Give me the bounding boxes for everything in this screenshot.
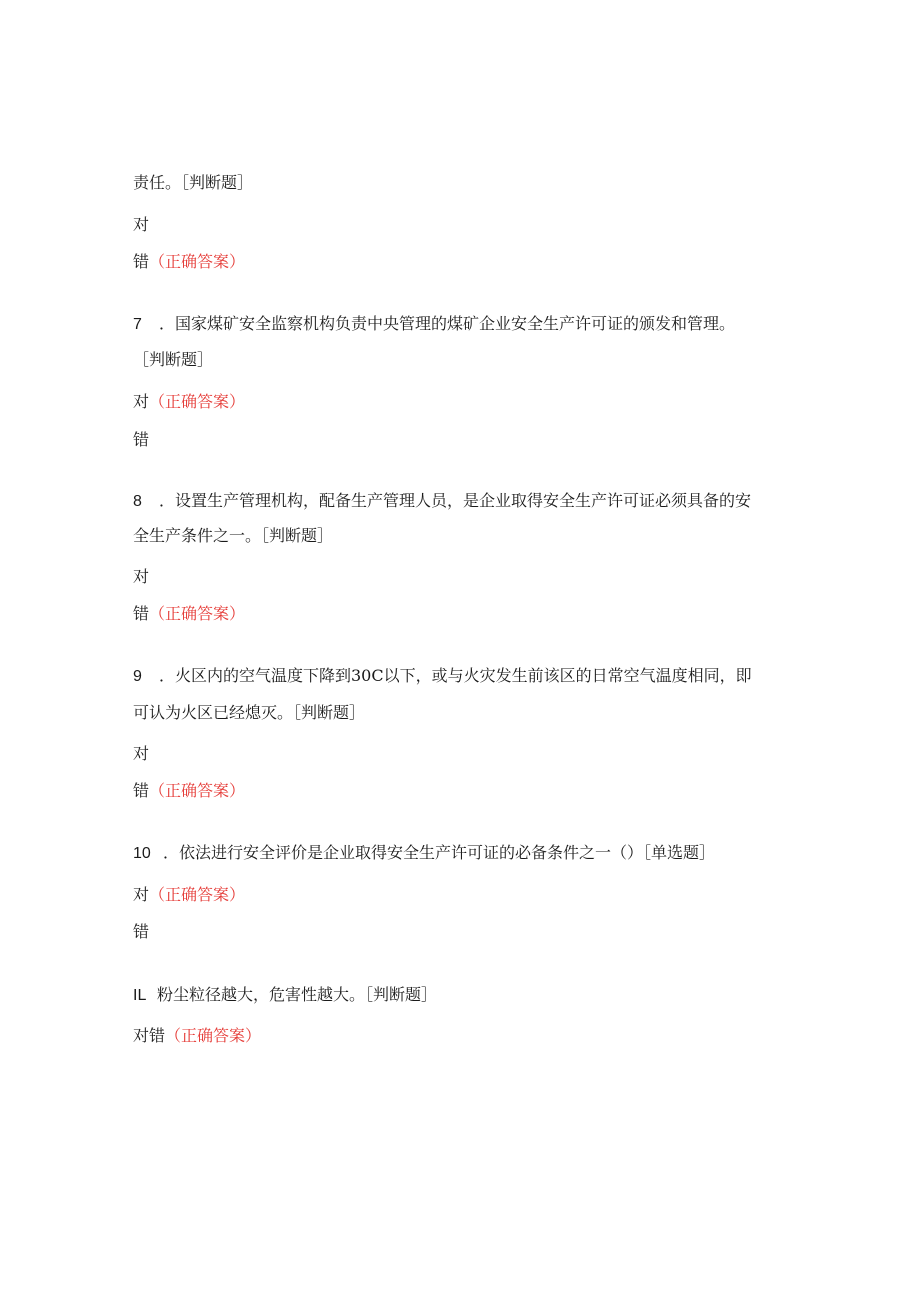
- question-text: ．国家煤矿安全监察机构负责中央管理的煤矿企业安全生产许可证的颁发和管理。: [159, 314, 736, 333]
- option-false[interactable]: [133, 921, 149, 943]
- question-number: IL: [133, 987, 147, 1004]
- question-text: ．设置生产管理机构，配备生产管理人员，是企业取得安全生产许可证必须具备的安: [159, 491, 752, 510]
- option-true[interactable]: [133, 391, 245, 413]
- question-text: 可认为火区已经熄灭。［判断题］: [133, 703, 366, 722]
- question-text-line: [133, 490, 751, 513]
- question-text: 粉尘粒径越大，危害性越大。［判断题］: [157, 985, 438, 1004]
- question-text-line: [133, 842, 715, 865]
- option-label: 错: [133, 252, 150, 271]
- option-true[interactable]: [133, 743, 149, 765]
- option-label: 错: [133, 922, 150, 941]
- option-label: 对: [133, 392, 150, 411]
- question-text-line: [133, 349, 213, 371]
- option-false[interactable]: [133, 429, 149, 451]
- correct-answer-mark: （正确答案）: [149, 885, 246, 904]
- options-inline[interactable]: [133, 1025, 261, 1047]
- correct-answer-mark: （正确答案）: [149, 604, 246, 623]
- correct-answer-mark: （正确答案）: [149, 781, 246, 800]
- option-label: 对: [133, 744, 150, 763]
- question-type: ［判断题］: [133, 350, 214, 369]
- question-number: 10: [133, 845, 151, 862]
- question-number: 8: [133, 493, 142, 510]
- question-text-line: [133, 702, 365, 724]
- question-text: ．依法进行安全评价是企业取得安全生产许可证的必备条件之一（）［单选题］: [163, 843, 716, 862]
- question-text: 责任。［判断题］: [133, 173, 254, 192]
- option-label: 错: [133, 604, 150, 623]
- correct-answer-mark: （正确答案）: [165, 1026, 262, 1045]
- question-number: 9: [133, 668, 142, 685]
- question-text: 全生产条件之一。［判断题］: [133, 526, 334, 545]
- option-true[interactable]: [133, 566, 149, 588]
- question-text-line: [133, 665, 752, 688]
- option-label: 对: [133, 567, 150, 586]
- option-false[interactable]: [133, 251, 245, 273]
- option-false[interactable]: [133, 780, 245, 802]
- question-text-line: [133, 525, 333, 547]
- question-text-line: [133, 172, 253, 194]
- question-number: 7: [133, 316, 142, 333]
- option-true[interactable]: [133, 214, 149, 236]
- question-text: ．火区内的空气温度下降到30C以下，或与火灾发生前该区的日常空气温度相同，即: [159, 666, 752, 685]
- option-label: 对: [133, 885, 150, 904]
- option-label: 对: [133, 215, 150, 234]
- option-true[interactable]: [133, 884, 245, 906]
- option-label: 错: [133, 781, 150, 800]
- question-text-line: [133, 984, 437, 1007]
- option-false[interactable]: [133, 603, 245, 625]
- option-label: 错: [133, 430, 150, 449]
- option-labels: 对错: [133, 1026, 166, 1045]
- question-text-line: [133, 313, 735, 336]
- correct-answer-mark: （正确答案）: [149, 252, 246, 271]
- correct-answer-mark: （正确答案）: [149, 392, 246, 411]
